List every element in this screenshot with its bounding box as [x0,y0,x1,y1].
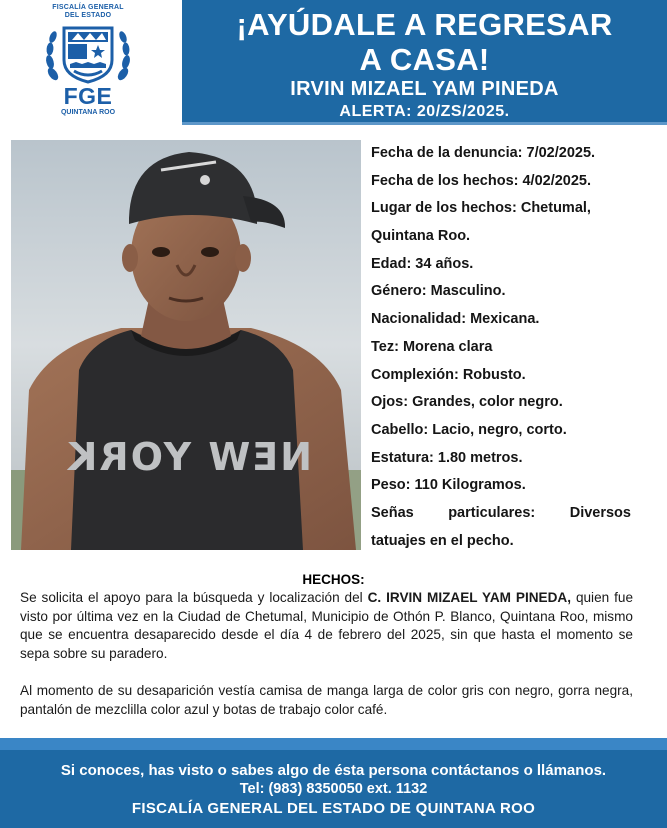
alert-code: ALERTA: 20/ZS/2025. [339,103,510,120]
footer-call-to-action: Si conoces, has visto o sabes algo de ésta persona contáctanos o llámanos. [60,762,607,779]
marks-word-3: Diversos [569,504,631,521]
height: Estatura: 1.80 metros. [371,449,523,466]
shirt-print: NEW YORK [65,435,313,479]
eyes: Ojos: Grandes, color negro. [371,394,563,411]
event-place-line2: Quintana Roo. [371,228,471,245]
distinguishing-marks-line2: tatuajes en el pecho. [371,532,514,549]
missing-person-photo [11,140,361,550]
logo-org-line2: DEL ESTADO [64,12,112,19]
facts-paragraph-2: Al momento de su desaparición vestía camisa de manga larga de color gris con negro, gorra negra, pantalón de mezclilla color azul y botas de trabajo color café. [20,683,633,717]
nationality: Nacionalidad: Mexicana. [371,311,540,328]
facts-p1-end: quien fue visto por última vez en la Ciudad de Chetumal, Municipio de Othón P. Blanco, Quintana Roo, mismo que se encuentra desaparecido desde el día 4 de febrero del 2025, sin que hasta el momento se sepa sobre su paradero. [20,590,634,661]
facts-heading: HECHOS: [302,572,365,587]
facts-p1-name: C. IRVIN MIZAEL YAM PINEDA, [367,590,572,605]
weight: Peso: 110 Kilogramos. [371,477,526,494]
banner-title-line1: ¡AYÚDALE A REGRESAR [236,7,613,42]
person-portrait [11,140,361,550]
distinguishing-marks [371,500,631,528]
logo-acronym: FGE [63,83,113,109]
gender: Género: Masculino. [371,283,506,300]
person-details [371,140,631,555]
fge-logo [38,4,138,130]
logo-state: QUINTANA ROO [60,109,116,116]
shield-laurel-icon [44,22,132,84]
event-date: Fecha de los hechos: 4/02/2025. [371,172,592,189]
footer-banner [0,750,667,828]
header-banner [182,0,667,125]
logo-org-line1: FISCALÍA GENERAL [52,4,124,11]
facts-paragraph-1 [20,589,633,663]
hair: Cabello: Lacio, negro, corto. [371,421,567,438]
marks-word-2: particulares: [448,504,536,521]
facts-p1-start: Se solicita el apoyo para la búsqueda y localización del [20,590,368,605]
marks-word-1: Señas [371,504,414,521]
footer-phone: Tel: (983) 8350050 ext. 1132 [239,781,428,797]
age: Edad: 34 años. [371,255,474,272]
build: Complexión: Robusto. [371,366,526,383]
footer-organization: FISCALÍA GENERAL DEL ESTADO DE QUINTANA ROO [131,800,536,817]
skin-tone: Tez: Morena clara [371,338,493,355]
missing-person-name: IRVIN MIZAEL YAM PINEDA [290,78,559,100]
banner-title-line2: A CASA! [359,42,490,77]
event-place: Lugar de los hechos: Chetumal, [371,200,591,217]
report-date: Fecha de la denuncia: 7/02/2025. [371,145,596,161]
footer-accent-bar [0,738,667,750]
